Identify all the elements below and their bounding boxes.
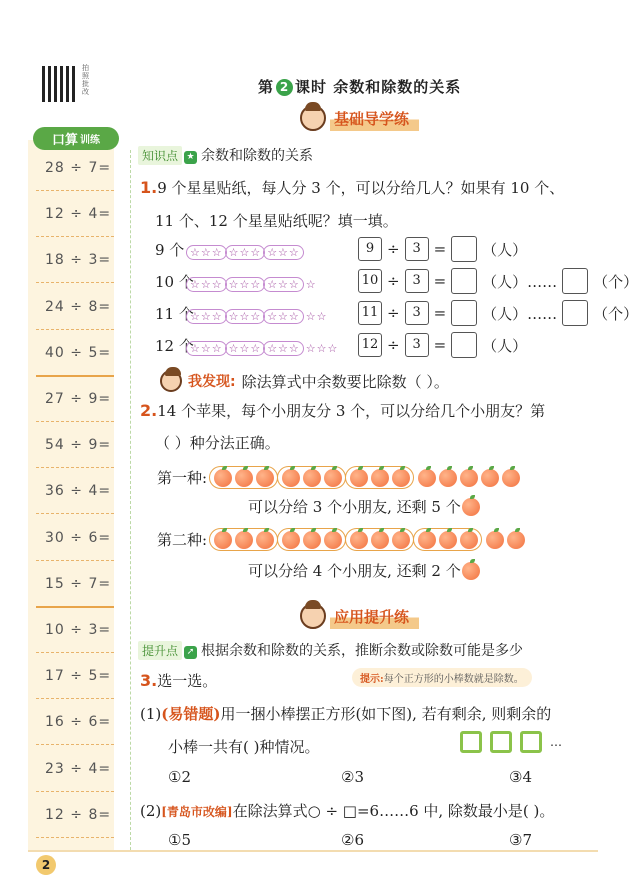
unit-label: （人）……: [482, 272, 558, 291]
dividend-box: 11: [358, 301, 382, 325]
oral-separator: [36, 652, 114, 653]
division-equation: [358, 300, 638, 326]
option-1[interactable]: ①5: [168, 831, 191, 849]
discover-line: 我发现: 除法算式中余数要比除数（ ）。: [160, 370, 449, 392]
oral-item: 15 ÷ 7=: [45, 575, 112, 592]
section-banner-basic: 基础导学练: [300, 105, 419, 131]
cartoon-face-icon: [300, 603, 326, 629]
option-2[interactable]: ②3: [341, 768, 364, 786]
star-group-icon: ☆: [305, 278, 317, 291]
apple-icon: [418, 469, 436, 487]
star-stickers: [186, 337, 340, 356]
question-1-line2: 11 个、12 个星星贴纸呢？填一填。: [155, 212, 398, 230]
star-group-icon: ☆☆☆: [186, 309, 227, 324]
oral-separator: [36, 329, 114, 330]
star-group-icon: ☆☆☆: [263, 309, 304, 324]
qr-code[interactable]: [42, 66, 78, 102]
unit-label: （人）: [482, 240, 528, 259]
apple-icon: [486, 531, 504, 549]
quotient-answer-box[interactable]: [451, 236, 477, 262]
oral-separator: [36, 606, 114, 608]
oral-item: 40 ÷ 5=: [45, 344, 112, 361]
star-group-icon: ☆☆: [305, 310, 328, 323]
apple-icon: [481, 469, 499, 487]
question-3-1-line1: (1)(易错题)用一捆小棒摆正方形(如下图), 若有剩余, 则剩余的: [140, 705, 552, 723]
oral-separator: [36, 467, 114, 468]
oral-separator: [36, 837, 114, 838]
row-label: 9 个: [155, 241, 185, 259]
apple-icon: [256, 531, 274, 549]
oral-item: 23 ÷ 4=: [45, 760, 112, 777]
quotient-answer-box[interactable]: [451, 332, 477, 358]
stick-squares-figure: …: [460, 731, 562, 753]
apple-icon: [462, 498, 480, 516]
hint-bubble: 提示:每个正方形的小棒数就是除数。: [352, 668, 532, 687]
row-label: 12 个: [155, 337, 194, 355]
column-divider: [130, 150, 131, 850]
star-group-icon: ☆☆☆: [225, 277, 266, 292]
stick-square-icon: [490, 731, 512, 753]
improvement-point: 提升点 ➚ 根据余数和除数的关系，推断余数或除数可能是多少: [138, 640, 523, 660]
question-2-line1: 2.14 个苹果，每个小朋友分 3 个，可以分给几个小朋友？第: [140, 401, 546, 420]
apple-icon: [303, 531, 321, 549]
divisor-box: 3: [405, 237, 429, 261]
question-3-1-answer-blank[interactable]: 小棒一共有( )种情况。: [168, 738, 320, 756]
star-group-icon: ☆☆☆: [186, 341, 227, 356]
star-group-icon: ☆☆☆: [305, 342, 339, 355]
oral-item: 27 ÷ 9=: [45, 391, 112, 407]
row-label: 10 个: [155, 273, 194, 291]
divide-sign: ÷: [387, 272, 400, 290]
oral-item: 36 ÷ 4=: [45, 483, 112, 500]
cartoon-face-icon: [300, 105, 326, 131]
oral-separator: [36, 744, 114, 745]
oral-separator: [36, 282, 114, 283]
oral-separator: [36, 190, 114, 191]
remainder-answer-box[interactable]: [562, 300, 588, 326]
star-stickers: [186, 305, 330, 324]
option-2[interactable]: ②6: [341, 831, 364, 849]
divide-sign: ÷: [387, 240, 400, 258]
star-group-icon: ☆☆☆: [263, 245, 304, 260]
star-stickers: [186, 241, 302, 260]
star-icon: ★: [184, 151, 197, 164]
option-3[interactable]: ③4: [509, 768, 532, 786]
apple-icon: [350, 469, 368, 487]
oral-separator: [36, 513, 114, 514]
way-2-caption: 可以分给 4 个小朋友, 还剩 2 个: [248, 560, 482, 581]
star-group-icon: ☆☆☆: [225, 309, 266, 324]
star-group-icon: ☆☆☆: [225, 245, 266, 260]
star-group-icon: ☆☆☆: [263, 277, 304, 292]
question-3-title: 3.选一选。: [140, 671, 218, 690]
option-3[interactable]: ③7: [509, 831, 532, 849]
divisor-box: 3: [405, 301, 429, 325]
apple-icon: [324, 469, 342, 487]
oral-separator: [36, 791, 114, 792]
remainder-unit-label: （个）: [593, 272, 638, 291]
oral-separator: [36, 560, 114, 561]
apple-icon: [460, 469, 478, 487]
remainder-answer-box[interactable]: [562, 268, 588, 294]
oral-item: 30 ÷ 6=: [45, 529, 112, 546]
qr-caption: 拍照批改: [82, 64, 89, 96]
oral-separator: [36, 698, 114, 699]
way-1: 第一种:: [157, 466, 523, 489]
oral-item: 12 ÷ 4=: [45, 206, 112, 223]
oral-item: 28 ÷ 7=: [45, 160, 112, 176]
divisor-box: 3: [405, 269, 429, 293]
option-1[interactable]: ①2: [168, 768, 191, 786]
page-number: 2: [36, 855, 56, 875]
apple-icon: [392, 469, 410, 487]
equals-sign: =: [433, 272, 447, 290]
question-1-line1: 1.9 个星星贴纸，每人分 3 个，可以分给几人？如果有 10 个、: [140, 178, 565, 197]
oral-item: 24 ÷ 8=: [45, 298, 112, 315]
apple-icon: [235, 469, 253, 487]
apple-icon: [462, 562, 480, 580]
unit-label: （人）……: [482, 304, 558, 323]
dividend-box: 12: [358, 333, 382, 357]
oral-item: 10 ÷ 3=: [45, 622, 112, 638]
explorer-face-icon: [160, 370, 182, 392]
oral-practice-badge: 口算 训练: [33, 127, 119, 150]
apple-icon: [214, 531, 232, 549]
apple-icon: [282, 469, 300, 487]
divide-sign: ÷: [387, 336, 400, 354]
oral-item: 18 ÷ 3=: [45, 252, 112, 269]
star-group-icon: ☆☆☆: [186, 277, 227, 292]
lightning-icon: ➚: [184, 646, 197, 659]
apple-icon: [418, 531, 436, 549]
apple-icon: [460, 531, 478, 549]
apple-icon: [350, 531, 368, 549]
equals-sign: =: [433, 304, 447, 322]
discover-answer-blank[interactable]: 除法算式中余数要比除数（ ）。: [241, 372, 449, 391]
divisor-box: 3: [405, 333, 429, 357]
apple-icon: [502, 469, 520, 487]
lesson-title: 第 2 课时 余数和除数的关系: [258, 78, 462, 96]
oral-item: 54 ÷ 9=: [45, 437, 112, 454]
apple-icon: [507, 531, 525, 549]
star-group-icon: ☆☆☆: [186, 245, 227, 260]
section-banner-advanced: 应用提升练: [300, 603, 419, 629]
oral-item: 17 ÷ 5=: [45, 668, 112, 685]
oral-separator: [36, 375, 114, 377]
dividend-box: 9: [358, 237, 382, 261]
dividend-box: 10: [358, 269, 382, 293]
apple-icon: [214, 469, 232, 487]
division-equation: [358, 268, 638, 294]
division-equation: [358, 332, 527, 358]
apple-icon: [392, 531, 410, 549]
apple-icon: [282, 531, 300, 549]
apple-icon: [371, 531, 389, 549]
stick-square-icon: [460, 731, 482, 753]
question-2-answer-blank[interactable]: （ ）种分法正确。: [155, 434, 280, 452]
division-equation: [358, 236, 527, 262]
equals-sign: =: [433, 336, 447, 354]
stick-square-icon: [520, 731, 542, 753]
unit-label: （人）: [482, 336, 528, 355]
apple-icon: [439, 469, 457, 487]
oral-separator: [36, 236, 114, 237]
star-group-icon: ☆☆☆: [263, 341, 304, 356]
apple-icon: [371, 469, 389, 487]
star-group-icon: ☆☆☆: [225, 341, 266, 356]
divide-sign: ÷: [387, 304, 400, 322]
way-1-caption: 可以分给 3 个小朋友, 还剩 5 个: [248, 496, 482, 517]
quotient-answer-box[interactable]: [451, 268, 477, 294]
oral-item: 16 ÷ 6=: [45, 714, 112, 731]
apple-icon: [256, 469, 274, 487]
question-3-2-line: (2)[青岛市改编]在除法算式○ ÷ □=6……6 中, 除数最小是( )。: [140, 802, 555, 820]
star-stickers: [186, 273, 319, 292]
oral-item: 12 ÷ 8=: [45, 806, 112, 823]
way-2: 第二种:: [157, 528, 528, 551]
apple-icon: [324, 531, 342, 549]
quotient-answer-box[interactable]: [451, 300, 477, 326]
remainder-unit-label: （个）: [593, 304, 638, 323]
equals-sign: =: [433, 240, 447, 258]
apple-icon: [439, 531, 457, 549]
oral-separator: [36, 421, 114, 422]
apple-icon: [303, 469, 321, 487]
apple-icon: [235, 531, 253, 549]
knowledge-point: 知识点 ★ 余数和除数的关系: [138, 145, 313, 165]
question-3-2-answer-blank[interactable]: 在除法算式○ ÷ □=6……6 中, 除数最小是( )。: [232, 802, 555, 820]
row-label: 11 个: [155, 305, 194, 323]
page-footer-line: [28, 850, 598, 852]
